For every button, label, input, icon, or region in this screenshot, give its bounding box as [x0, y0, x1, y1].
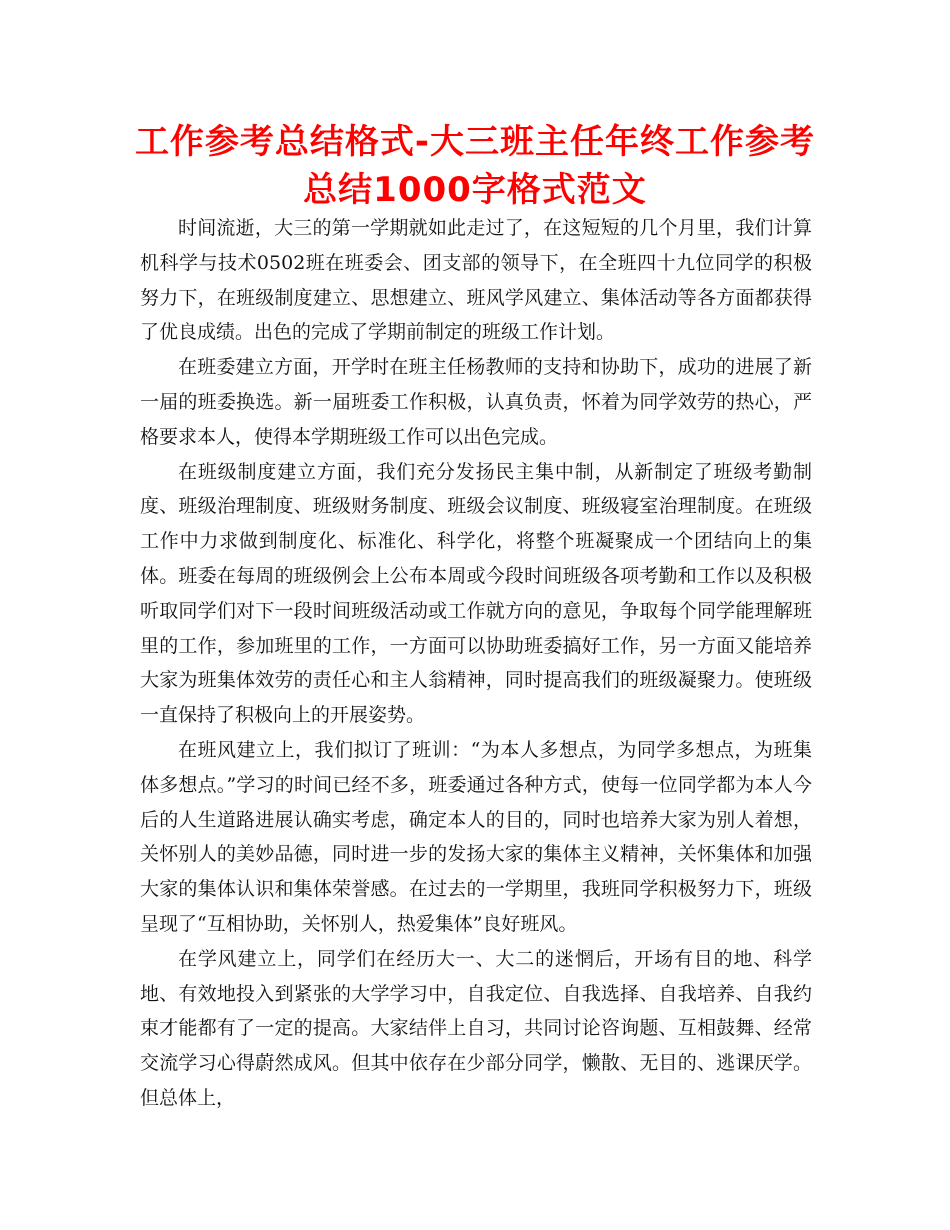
paragraph-5: 在学风建立上，同学们在经历大一、大二的迷惘后，开场有目的地、科学地、有效地投入到紧张的大学学习中，自我定位、自我选择、自我培养、自我约束才能都有了一定的提高。大家结伴上自习，共同讨论咨询题、互相鼓舞、经常交流学习心得蔚然成风。但其中依存在少部分同学，懒散、无目的、逃课厌学。但总体上， [140, 947, 812, 1109]
paragraph-4: 在班风建立上，我们拟订了班训：“为本人多想点，为同学多想点，为班集体多想点。”学习的时间已经不多，班委通过各种方式，使每一位同学都为本人今后的人生道路进展认确实考虑，确定本人的目的，同时也培养大家为别人着想，关怀别人的美妙品德，同时进一步的发扬大家的集体主义精神，关怀集体和加强大家的集体认识和集体荣誉感。在过去的一学期里，我班同学积极努力下，班级呈现了“互相协助，关怀别人，热爱集体”良好班风。 [140, 738, 812, 935]
paragraph-1: 时间流逝，大三的第一学期就如此走过了，在这短短的几个月里，我们计算机科学与技术0502班在班委会、团支部的领导下，在全班四十九位同学的积极努力下，在班级制度建立、思想建立、班风学风建立、集体活动等各方面都获得了优良成绩。出色的完成了学期前制定的班级工作计划。 [140, 217, 812, 344]
document-body [140, 211, 812, 1116]
paragraph-2: 在班委建立方面，开学时在班主任杨教师的支持和协助下，成功的进展了新一届的班委换选。新一届班委工作积极，认真负责，怀着为同学效劳的热心，严格要求本人，使得本学期班级工作可以出色完成。 [140, 356, 812, 448]
document-title: 工作参考总结格式-大三班主任年终工作参考总结1000字格式范文 [134, 122, 816, 210]
paragraph-3: 在班级制度建立方面，我们充分发扬民主集中制，从新制定了班级考勤制度、班级治理制度、班级财务制度、班级会议制度、班级寝室治理制度。在班级工作中力求做到制度化、标准化、科学化，将整个班凝聚成一个团结向上的集体。班委在每周的班级例会上公布本周或今段时间班级各项考勤和工作以及积极听取同学们对下一段时间班级活动或工作就方向的意见，争取每个同学能理解班里的工作，参加班里的工作，一方面可以协助班委搞好工作，另一方面又能培养大家为班集体效劳的责任心和主人翁精神，同时提高我们的班级凝聚力。使班级一直保持了积极向上的开展姿势。 [140, 460, 812, 727]
